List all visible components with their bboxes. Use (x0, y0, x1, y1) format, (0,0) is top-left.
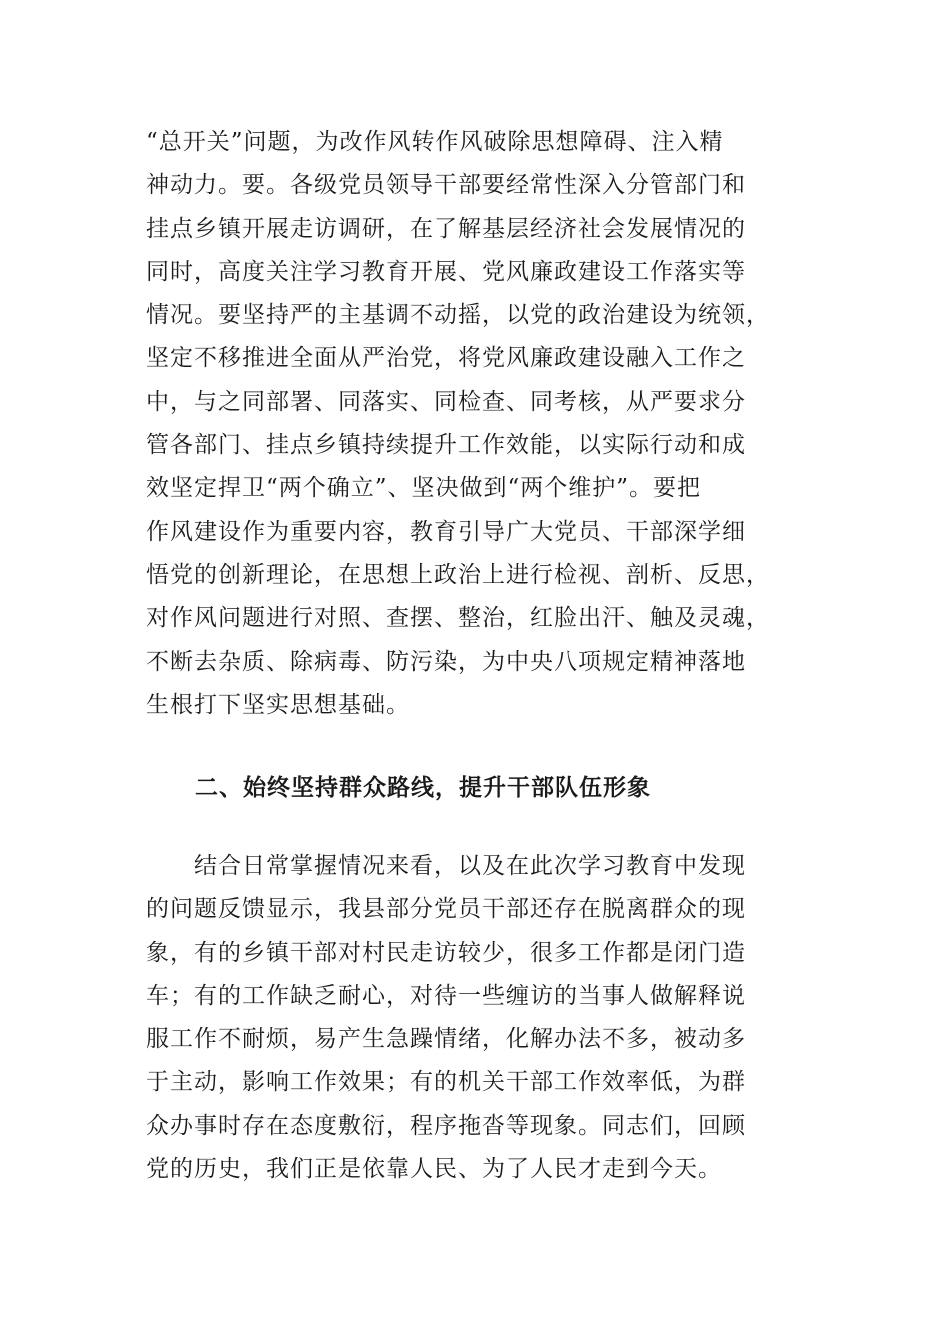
body-paragraph-1 (146, 121, 802, 727)
paragraph-line: 悟党的创新理论，在思想上政治上进行检视、剖析、反思， (146, 561, 770, 588)
paragraph-line: 的问题反馈显示，我县部分党员干部还存在脱离群众的现 (146, 896, 746, 923)
paragraph-line: 车；有的工作缺乏耐心，对待一些缠访的当事人做解释说 (146, 982, 746, 1009)
paragraph-line: 中，与之同部署、同落实、同检查、同考核，从严要求分 (146, 388, 746, 415)
paragraph-line: 服工作不耐烦，易产生急躁情绪，化解办法不多，被动多 (146, 1026, 746, 1053)
paragraph-line: 情况。要坚持严的主基调不动摇，以党的政治建设为统领， (146, 302, 770, 329)
body-paragraph-2 (146, 845, 802, 1191)
paragraph-line: 党的历史，我们正是依靠人民、为了人民才走到今天。 (146, 1156, 722, 1183)
section-heading: 二、始终坚持群众路线，提升干部队伍形象 (195, 775, 651, 801)
paragraph-line: 对作风问题进行对照、查摆、整治，红脸出汗、触及灵魂， (146, 605, 770, 632)
paragraph-line: 象，有的乡镇干部对村民走访较少，很多工作都是闭门造 (146, 939, 746, 966)
paragraph-line: 众办事时存在态度敷衍，程序拖沓等现象。同志们，回顾 (146, 1112, 746, 1139)
paragraph-line: 神动力。要。各级党员领导干部要经常性深入分管部门和 (146, 172, 746, 199)
paragraph-line: 坚定不移推进全面从严治党，将党风廉政建设融入工作之 (146, 345, 746, 372)
paragraph-line: 不断去杂质、除病毒、防污染，为中央八项规定精神落地 (146, 648, 746, 675)
paragraph-line: 作风建设作为重要内容，教育引导广大党员、干部深学细 (146, 518, 746, 545)
paragraph-line: 于主动，影响工作效果；有的机关干部工作效率低，为群 (146, 1069, 746, 1096)
paragraph-line: 管各部门、挂点乡镇持续提升工作效能，以实际行动和成 (146, 432, 746, 459)
paragraph-line: 同时，高度关注学习教育开展、党风廉政建设工作落实等 (146, 258, 746, 285)
paragraph-line: 生根打下坚实思想基础。 (146, 691, 410, 718)
paragraph-line: 挂点乡镇开展走访调研，在了解基层经济社会发展情况的 (146, 215, 746, 242)
paragraph-line: 效坚定捍卫“两个确立”、坚决做到“两个维护”。要把 (146, 475, 702, 502)
paragraph-line: “总开关”问题，为改作风转作风破除思想障碍、注入精 (146, 129, 724, 155)
paragraph-line: 结合日常掌握情况来看，以及在此次学习教育中发现 (146, 853, 746, 879)
